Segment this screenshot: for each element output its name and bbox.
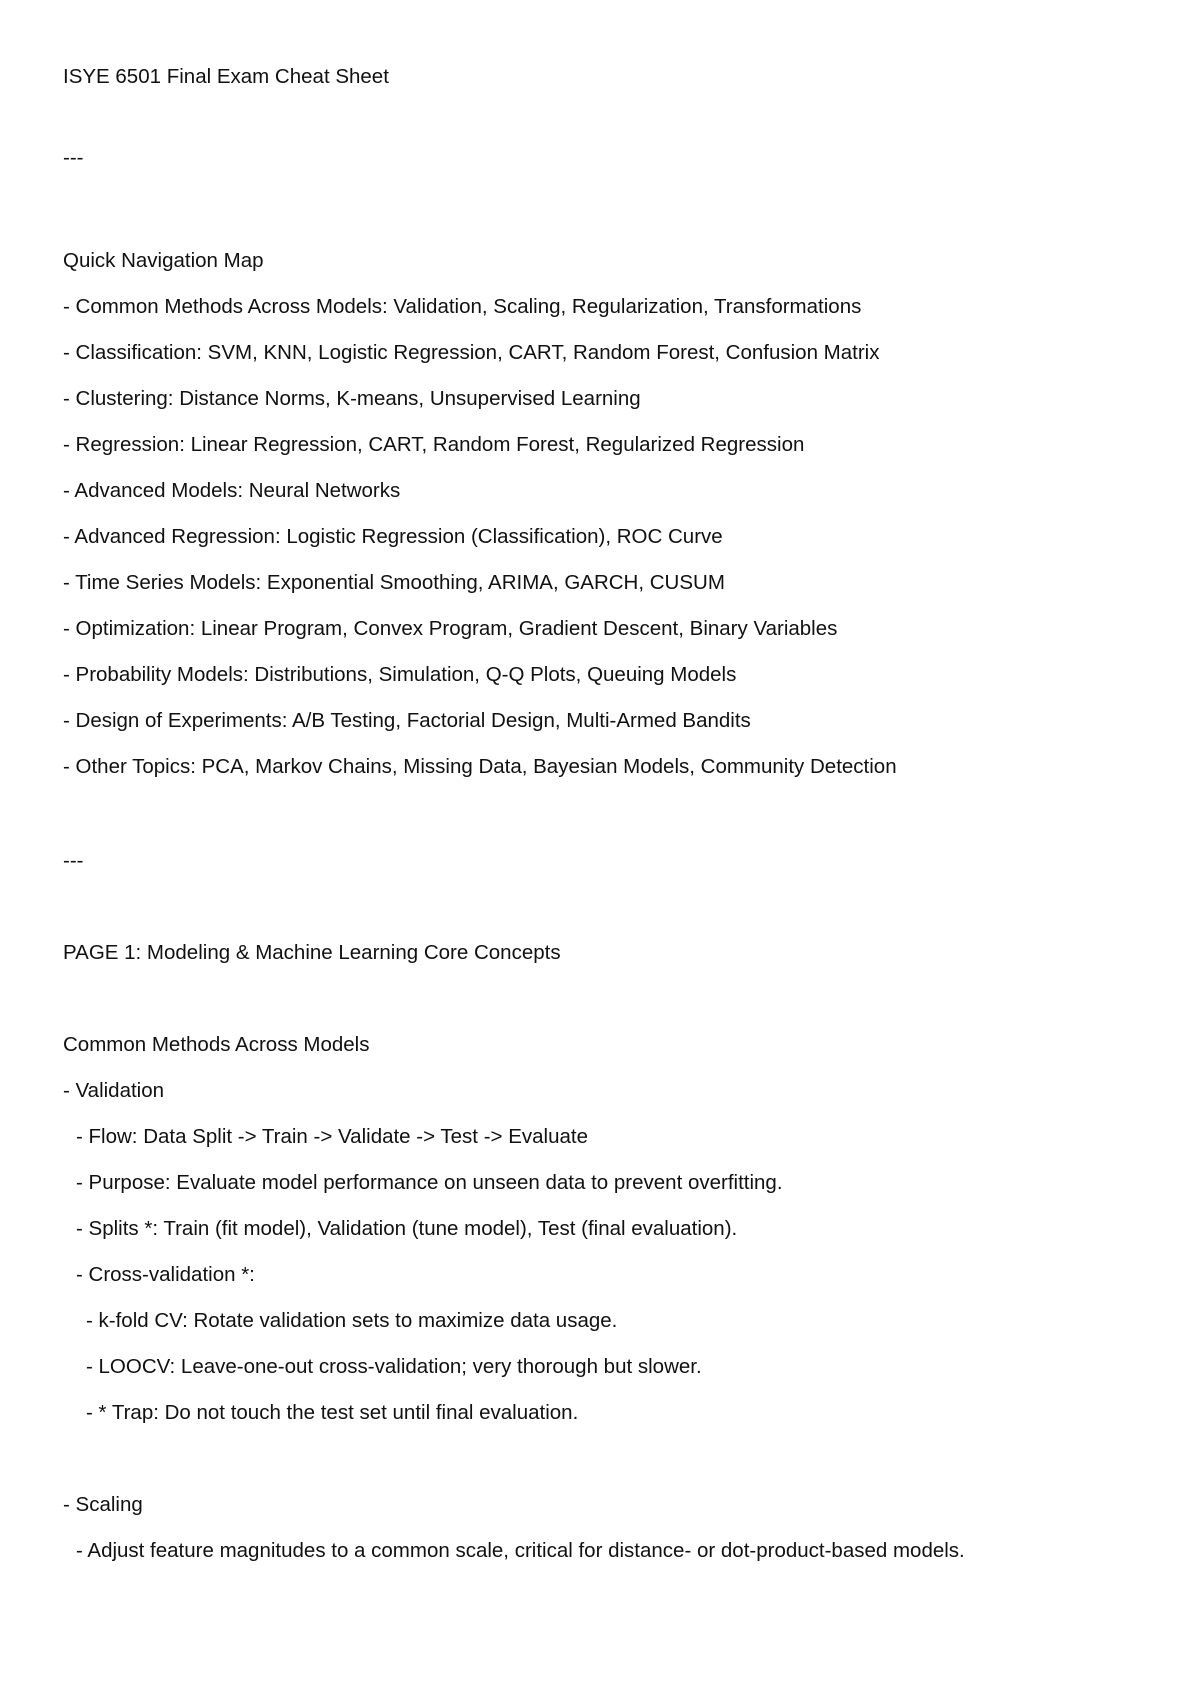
section-heading: Common Methods Across Models bbox=[63, 1033, 370, 1056]
nav-item-advanced-models: - Advanced Models: Neural Networks bbox=[63, 479, 401, 502]
validation-splits: - Splits *: Train (fit model), Validation (tune model), Test (final evaluation). bbox=[76, 1217, 738, 1240]
kfold-cv: - k-fold CV: Rotate validation sets to maximize data usage. bbox=[86, 1309, 618, 1332]
loocv: - LOOCV: Leave-one-out cross-validation; very thorough but slower. bbox=[86, 1355, 702, 1378]
separator: --- bbox=[63, 146, 84, 169]
scaling-description: - Adjust feature magnitudes to a common scale, critical for distance- or dot-product-based models. bbox=[76, 1539, 965, 1562]
nav-item-optimization: - Optimization: Linear Program, Convex Program, Gradient Descent, Binary Variables bbox=[63, 617, 838, 640]
nav-item-time-series: - Time Series Models: Exponential Smoothing, ARIMA, GARCH, CUSUM bbox=[63, 571, 725, 594]
cross-validation-label: - Cross-validation *: bbox=[76, 1263, 255, 1286]
nav-heading: Quick Navigation Map bbox=[63, 249, 264, 272]
validation-trap: - * Trap: Do not touch the test set until final evaluation. bbox=[86, 1401, 579, 1424]
nav-item-regression: - Regression: Linear Regression, CART, Random Forest, Regularized Regression bbox=[63, 433, 805, 456]
page1-heading: PAGE 1: Modeling & Machine Learning Core Concepts bbox=[63, 941, 561, 964]
nav-item-clustering: - Clustering: Distance Norms, K-means, Unsupervised Learning bbox=[63, 387, 641, 410]
nav-item-probability: - Probability Models: Distributions, Simulation, Q-Q Plots, Queuing Models bbox=[63, 663, 737, 686]
nav-item-advanced-regression: - Advanced Regression: Logistic Regression (Classification), ROC Curve bbox=[63, 525, 723, 548]
separator: --- bbox=[63, 849, 84, 872]
document-title: ISYE 6501 Final Exam Cheat Sheet bbox=[63, 65, 389, 88]
scaling-label: - Scaling bbox=[63, 1493, 143, 1516]
validation-label: - Validation bbox=[63, 1079, 165, 1102]
nav-item-common-methods: - Common Methods Across Models: Validation, Scaling, Regularization, Transformations bbox=[63, 295, 862, 318]
validation-purpose: - Purpose: Evaluate model performance on unseen data to prevent overfitting. bbox=[76, 1171, 783, 1194]
validation-flow: - Flow: Data Split -> Train -> Validate -> Test -> Evaluate bbox=[76, 1125, 588, 1148]
nav-item-design-of-experiments: - Design of Experiments: A/B Testing, Factorial Design, Multi-Armed Bandits bbox=[63, 709, 751, 732]
nav-item-other-topics: - Other Topics: PCA, Markov Chains, Missing Data, Bayesian Models, Community Detection bbox=[63, 755, 897, 778]
nav-item-classification: - Classification: SVM, KNN, Logistic Regression, CART, Random Forest, Confusion Matrix bbox=[63, 341, 880, 364]
